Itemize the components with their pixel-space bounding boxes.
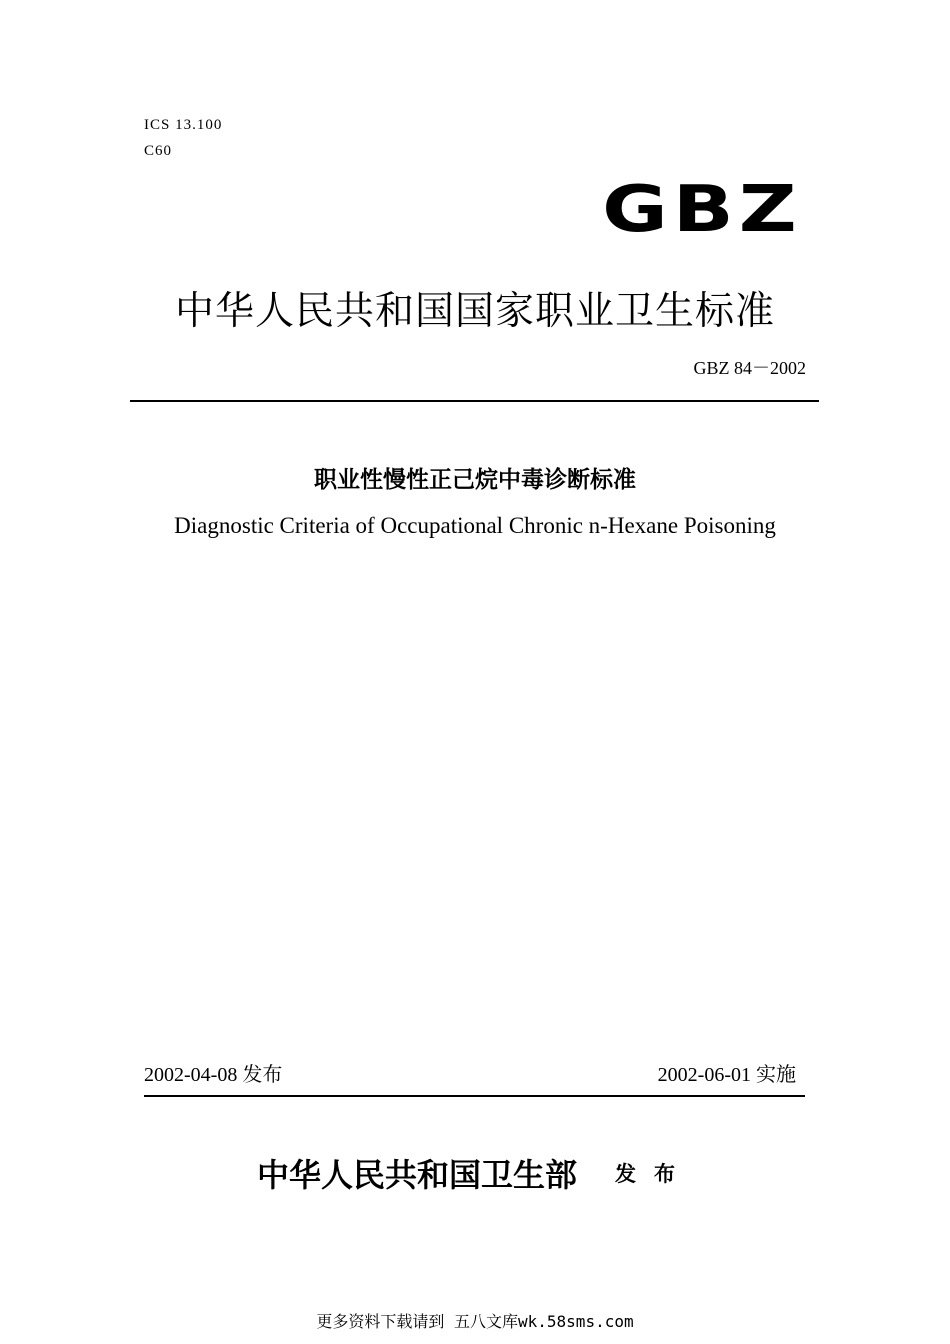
top-divider: [130, 400, 819, 402]
issuer-action: 发布: [615, 1162, 693, 1186]
document-title-chinese: 职业性慢性正己烷中毒诊断标准: [314, 467, 636, 493]
issuer-line: [0, 1150, 950, 1196]
document-title-english: Diagnostic Criteria of Occupational Chronic n-Hexane Poisoning: [174, 513, 776, 538]
standard-type-heading: 中华人民共和国国家职业卫生标准: [174, 289, 775, 334]
issue-date: 2002-04-08 发布: [144, 1064, 283, 1086]
issuer-name: 中华人民共和国卫生部: [256, 1156, 577, 1194]
bottom-divider: [144, 1095, 805, 1097]
standard-number: GBZ 84－2002: [693, 358, 806, 378]
ccs-code: C60: [144, 143, 173, 159]
gbz-logo: GBZ: [602, 173, 802, 247]
implementation-date: 2002-06-01 实施: [657, 1064, 796, 1086]
footer-download-note: 更多资料下载请到 五八文库wk.58sms.com: [316, 1312, 634, 1331]
ics-code: ICS 13.100: [144, 117, 223, 133]
